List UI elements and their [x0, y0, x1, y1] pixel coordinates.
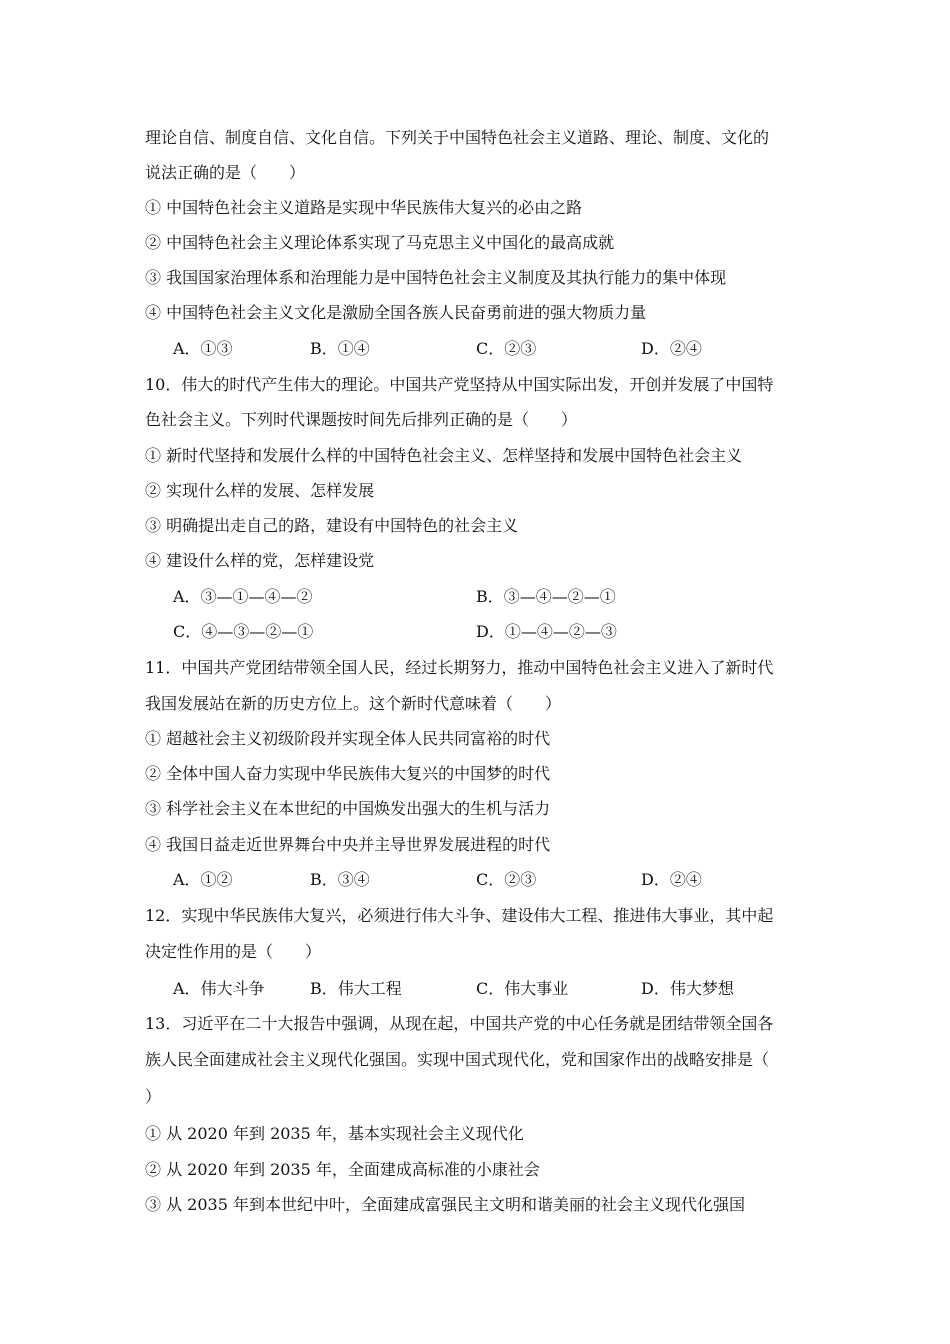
- q11-option-d: D．②④: [641, 870, 702, 889]
- q11-item-2: ② 全体中国人奋力实现中华民族伟大复兴的中国梦的时代: [145, 764, 551, 783]
- q11-option-a: A．①②: [173, 870, 233, 889]
- q10-option-c: C．④—③—②—①: [173, 622, 314, 641]
- q9-item-2: ② 中国特色社会主义理论体系实现了马克思主义中国化的最高成就: [145, 233, 615, 252]
- q9-option-a: A．①③: [173, 339, 233, 358]
- q13-stem-line1: 13．习近平在二十大报告中强调，从现在起，中国共产党的中心任务就是团结带领全国各: [145, 1014, 774, 1033]
- q10-item-1: ① 新时代坚持和发展什么样的中国特色社会主义、怎样坚持和发展中国特色社会主义: [145, 446, 743, 465]
- q11-stem-line1: 11．中国共产党团结带领全国人民，经过长期努力，推动中国特色社会主义进入了新时代: [145, 658, 774, 677]
- q9-option-c: C．②③: [476, 339, 537, 358]
- q10-option-b: B．③—④—②—①: [476, 587, 616, 606]
- q11-option-c: C．②③: [476, 870, 537, 889]
- q12-stem-line2: 决定性作用的是（ ）: [145, 942, 322, 961]
- q9-item-4: ④ 中国特色社会主义文化是激励全国各族人民奋勇前进的强大物质力量: [145, 303, 647, 322]
- q9-option-b: B．①④: [310, 339, 370, 358]
- q13-stem-line3: ）: [145, 1087, 162, 1106]
- q13-item-1: ① 从 2020 年到 2035 年，基本实现社会主义现代化: [145, 1124, 524, 1143]
- q10-option-a: A．③—①—④—②: [173, 587, 313, 606]
- q11-item-1: ① 超越社会主义初级阶段并实现全体人民共同富裕的时代: [145, 729, 551, 748]
- q11-stem-line2: 我国发展站在新的历史方位上。这个新时代意味着（ ）: [145, 694, 562, 713]
- q9-stem-line1: 理论自信、制度自信、文化自信。下列关于中国特色社会主义道路、理论、制度、文化的: [145, 128, 770, 147]
- q9-stem-line2: 说法正确的是（ ）: [145, 163, 306, 182]
- q12-stem-line1: 12．实现中华民族伟大复兴，必须进行伟大斗争、建设伟大工程、推进伟大事业，其中起: [145, 906, 774, 925]
- q11-item-3: ③ 科学社会主义在本世纪的中国焕发出强大的生机与活力: [145, 799, 551, 818]
- q9-option-d: D．②④: [641, 339, 702, 358]
- q9-item-3: ③ 我国国家治理体系和治理能力是中国特色社会主义制度及其执行能力的集中体现: [145, 268, 727, 287]
- q10-stem-line2: 色社会主义。下列时代课题按时间先后排列正确的是（ ）: [145, 410, 578, 429]
- q12-option-b: B．伟大工程: [310, 979, 402, 998]
- q12-option-d: D．伟大梦想: [641, 979, 734, 998]
- q10-item-3: ③ 明确提出走自己的路，建设有中国特色的社会主义: [145, 516, 519, 535]
- q13-item-3: ③ 从 2035 年到本世纪中叶，全面建成富强民主文明和谐美丽的社会主义现代化强国: [145, 1195, 745, 1214]
- q11-item-4: ④ 我国日益走近世界舞台中央并主导世界发展进程的时代: [145, 835, 551, 854]
- q12-option-c: C．伟大事业: [476, 979, 569, 998]
- q10-stem-line1: 10．伟大的时代产生伟大的理论。中国共产党坚持从中国实际出发，开创并发展了中国特: [145, 375, 774, 394]
- q13-item-2: ② 从 2020 年到 2035 年，全面建成高标准的小康社会: [145, 1160, 540, 1179]
- q9-item-1: ① 中国特色社会主义道路是实现中华民族伟大复兴的必由之路: [145, 198, 583, 217]
- q10-item-4: ④ 建设什么样的党，怎样建设党: [145, 551, 375, 570]
- q10-option-d: D．①—④—②—③: [476, 622, 617, 641]
- q10-item-2: ② 实现什么样的发展、怎样发展: [145, 481, 375, 500]
- q13-stem-line2: 族人民全面建成社会主义现代化强国。实现中国式现代化，党和国家作出的战略安排是（: [145, 1050, 770, 1069]
- q12-option-a: A．伟大斗争: [173, 979, 265, 998]
- q11-option-b: B．③④: [310, 870, 370, 889]
